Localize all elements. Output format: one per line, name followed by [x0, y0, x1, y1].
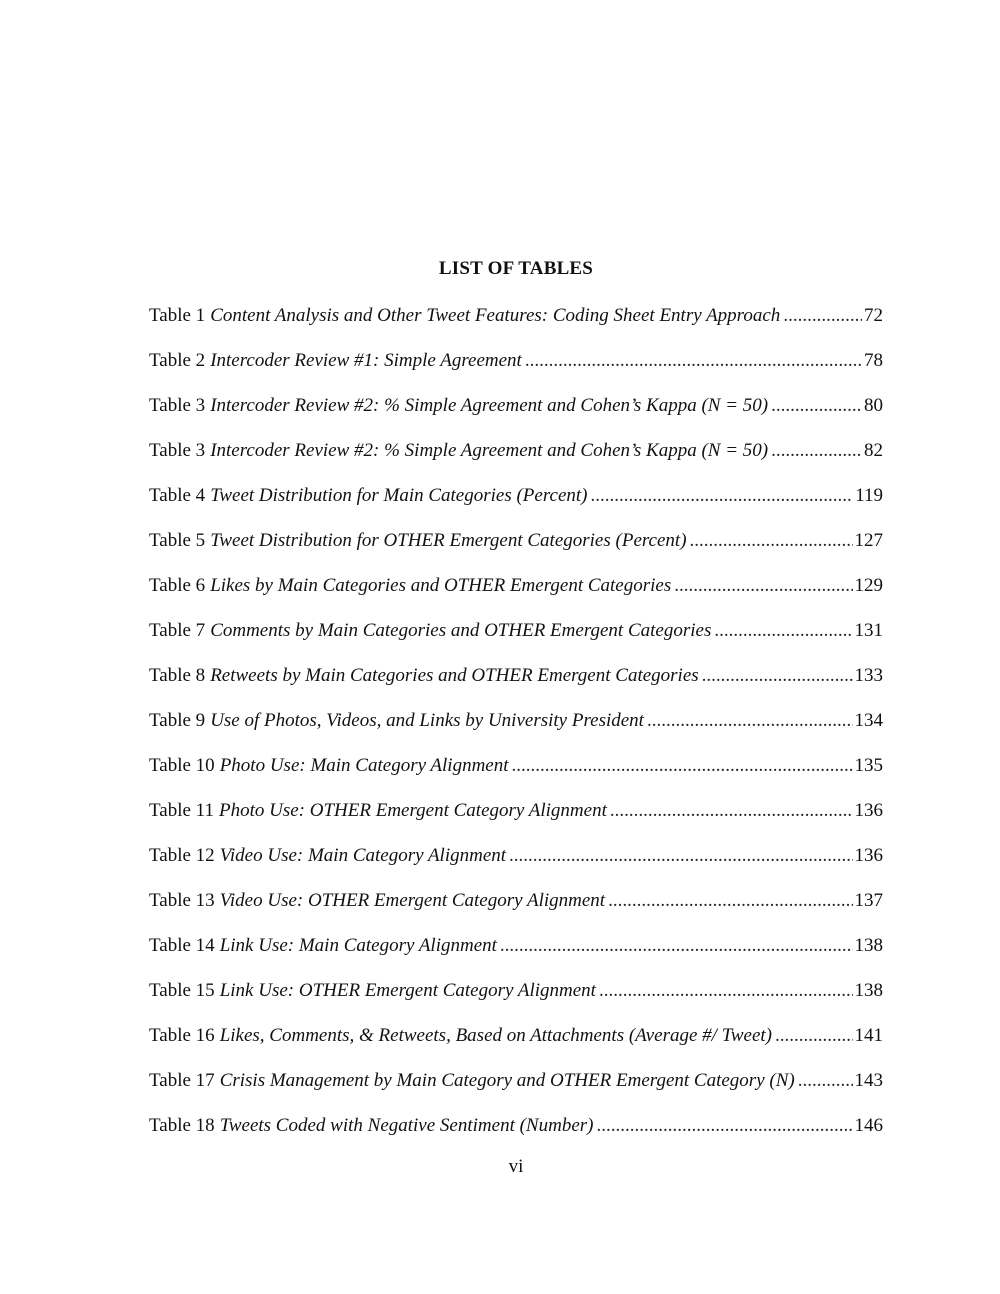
- table-caption: Video Use: OTHER Emergent Category Alignment: [219, 890, 606, 911]
- table-label: Table 15: [149, 980, 215, 1001]
- toc-entry[interactable]: [149, 573, 883, 618]
- table-label: Table 13: [149, 890, 215, 911]
- dot-leader: [702, 663, 853, 689]
- table-page-number: 131: [854, 620, 883, 641]
- dot-leader: [674, 573, 852, 599]
- table-label: Table 8: [149, 665, 206, 686]
- table-caption: Link Use: OTHER Emergent Category Alignment: [219, 980, 596, 1001]
- toc-entry[interactable]: [149, 438, 883, 483]
- page-footer-number: vi: [508, 1156, 524, 1177]
- table-label: Table 18: [149, 1115, 215, 1136]
- table-page-number: 82: [864, 440, 883, 461]
- dot-leader: [771, 393, 862, 419]
- dot-leader: [775, 1023, 853, 1049]
- toc-entry[interactable]: [149, 753, 883, 798]
- dot-leader: [509, 843, 852, 869]
- table-caption: Tweet Distribution for Main Categories (Percent): [210, 485, 588, 506]
- dot-leader: [647, 708, 853, 734]
- table-label: Table 11: [149, 800, 214, 821]
- table-caption: Video Use: Main Category Alignment: [219, 845, 507, 866]
- table-label: Table 10: [149, 755, 215, 776]
- dot-leader: [525, 348, 862, 374]
- toc-entry[interactable]: [149, 843, 883, 888]
- table-label: Table 4: [149, 485, 206, 506]
- table-label: Table 3: [149, 395, 206, 416]
- dot-leader: [500, 933, 853, 959]
- table-caption: Content Analysis and Other Tweet Features: Coding Sheet Entry Approach: [210, 305, 781, 326]
- table-caption: Intercoder Review #2: % Simple Agreement and Cohen’s Kappa (N = 50): [210, 395, 769, 416]
- dot-leader: [591, 483, 854, 509]
- list-of-tables: [149, 303, 883, 1158]
- table-caption: Photo Use: OTHER Emergent Category Alignment: [218, 800, 607, 821]
- table-page-number: 138: [854, 935, 883, 956]
- table-caption: Use of Photos, Videos, and Links by University President: [210, 710, 644, 731]
- table-caption: Intercoder Review #2: % Simple Agreement and Cohen’s Kappa (N = 50): [210, 440, 769, 461]
- table-label: Table 6: [149, 575, 206, 596]
- table-label: Table 17: [149, 1070, 215, 1091]
- dot-leader: [798, 1068, 853, 1094]
- toc-entry[interactable]: [149, 1023, 883, 1068]
- table-caption: Comments by Main Categories and OTHER Emergent Categories: [210, 620, 712, 641]
- toc-entry[interactable]: [149, 663, 883, 708]
- toc-entry[interactable]: [149, 1068, 883, 1113]
- table-page-number: 127: [854, 530, 883, 551]
- table-page-number: 80: [864, 395, 883, 416]
- dot-leader: [599, 978, 853, 1004]
- table-caption: Retweets by Main Categories and OTHER Emergent Categories: [210, 665, 699, 686]
- table-page-number: 138: [854, 980, 883, 1001]
- toc-entry[interactable]: [149, 933, 883, 978]
- toc-entry[interactable]: [149, 348, 883, 393]
- dot-leader: [783, 303, 862, 329]
- toc-entry[interactable]: [149, 978, 883, 1023]
- table-label: Table 3: [149, 440, 206, 461]
- table-page-number: 137: [854, 890, 883, 911]
- table-label: Table 1: [149, 305, 206, 326]
- toc-entry[interactable]: [149, 708, 883, 753]
- table-caption: Tweets Coded with Negative Sentiment (Number): [219, 1115, 594, 1136]
- page-title: LIST OF TABLES: [438, 258, 594, 279]
- table-page-number: 136: [854, 800, 883, 821]
- table-label: Table 5: [149, 530, 206, 551]
- table-page-number: 119: [855, 485, 883, 506]
- table-caption: Likes, Comments, & Retweets, Based on Attachments (Average #/ Tweet): [219, 1025, 772, 1046]
- toc-entry[interactable]: [149, 303, 883, 348]
- table-page-number: 136: [854, 845, 883, 866]
- dot-leader: [610, 798, 853, 824]
- table-page-number: 78: [864, 350, 883, 371]
- table-page-number: 141: [854, 1025, 883, 1046]
- table-label: Table 14: [149, 935, 215, 956]
- table-page-number: 133: [854, 665, 883, 686]
- toc-entry[interactable]: [149, 1113, 883, 1158]
- dot-leader: [714, 618, 852, 644]
- toc-entry[interactable]: [149, 483, 883, 528]
- table-page-number: 146: [854, 1115, 883, 1136]
- table-label: Table 9: [149, 710, 206, 731]
- dot-leader: [596, 1113, 852, 1139]
- table-label: Table 16: [149, 1025, 215, 1046]
- table-page-number: 135: [854, 755, 883, 776]
- table-caption: Photo Use: Main Category Alignment: [219, 755, 509, 776]
- toc-entry[interactable]: [149, 888, 883, 933]
- table-page-number: 72: [864, 305, 883, 326]
- toc-entry[interactable]: [149, 528, 883, 573]
- table-page-number: 129: [854, 575, 883, 596]
- table-label: Table 12: [149, 845, 215, 866]
- table-caption: Crisis Management by Main Category and OTHER Emergent Category (N): [219, 1070, 795, 1091]
- table-caption: Likes by Main Categories and OTHER Emergent Categories: [210, 575, 672, 596]
- dot-leader: [690, 528, 853, 554]
- table-page-number: 143: [854, 1070, 883, 1091]
- table-label: Table 7: [149, 620, 206, 641]
- toc-entry[interactable]: [149, 798, 883, 843]
- table-label: Table 2: [149, 350, 206, 371]
- table-caption: Intercoder Review #1: Simple Agreement: [210, 350, 522, 371]
- table-page-number: 134: [854, 710, 883, 731]
- table-caption: Link Use: Main Category Alignment: [219, 935, 497, 956]
- dot-leader: [771, 438, 862, 464]
- toc-entry[interactable]: [149, 618, 883, 663]
- dot-leader: [512, 753, 853, 779]
- table-caption: Tweet Distribution for OTHER Emergent Categories (Percent): [210, 530, 687, 551]
- dot-leader: [608, 888, 852, 914]
- toc-entry[interactable]: [149, 393, 883, 438]
